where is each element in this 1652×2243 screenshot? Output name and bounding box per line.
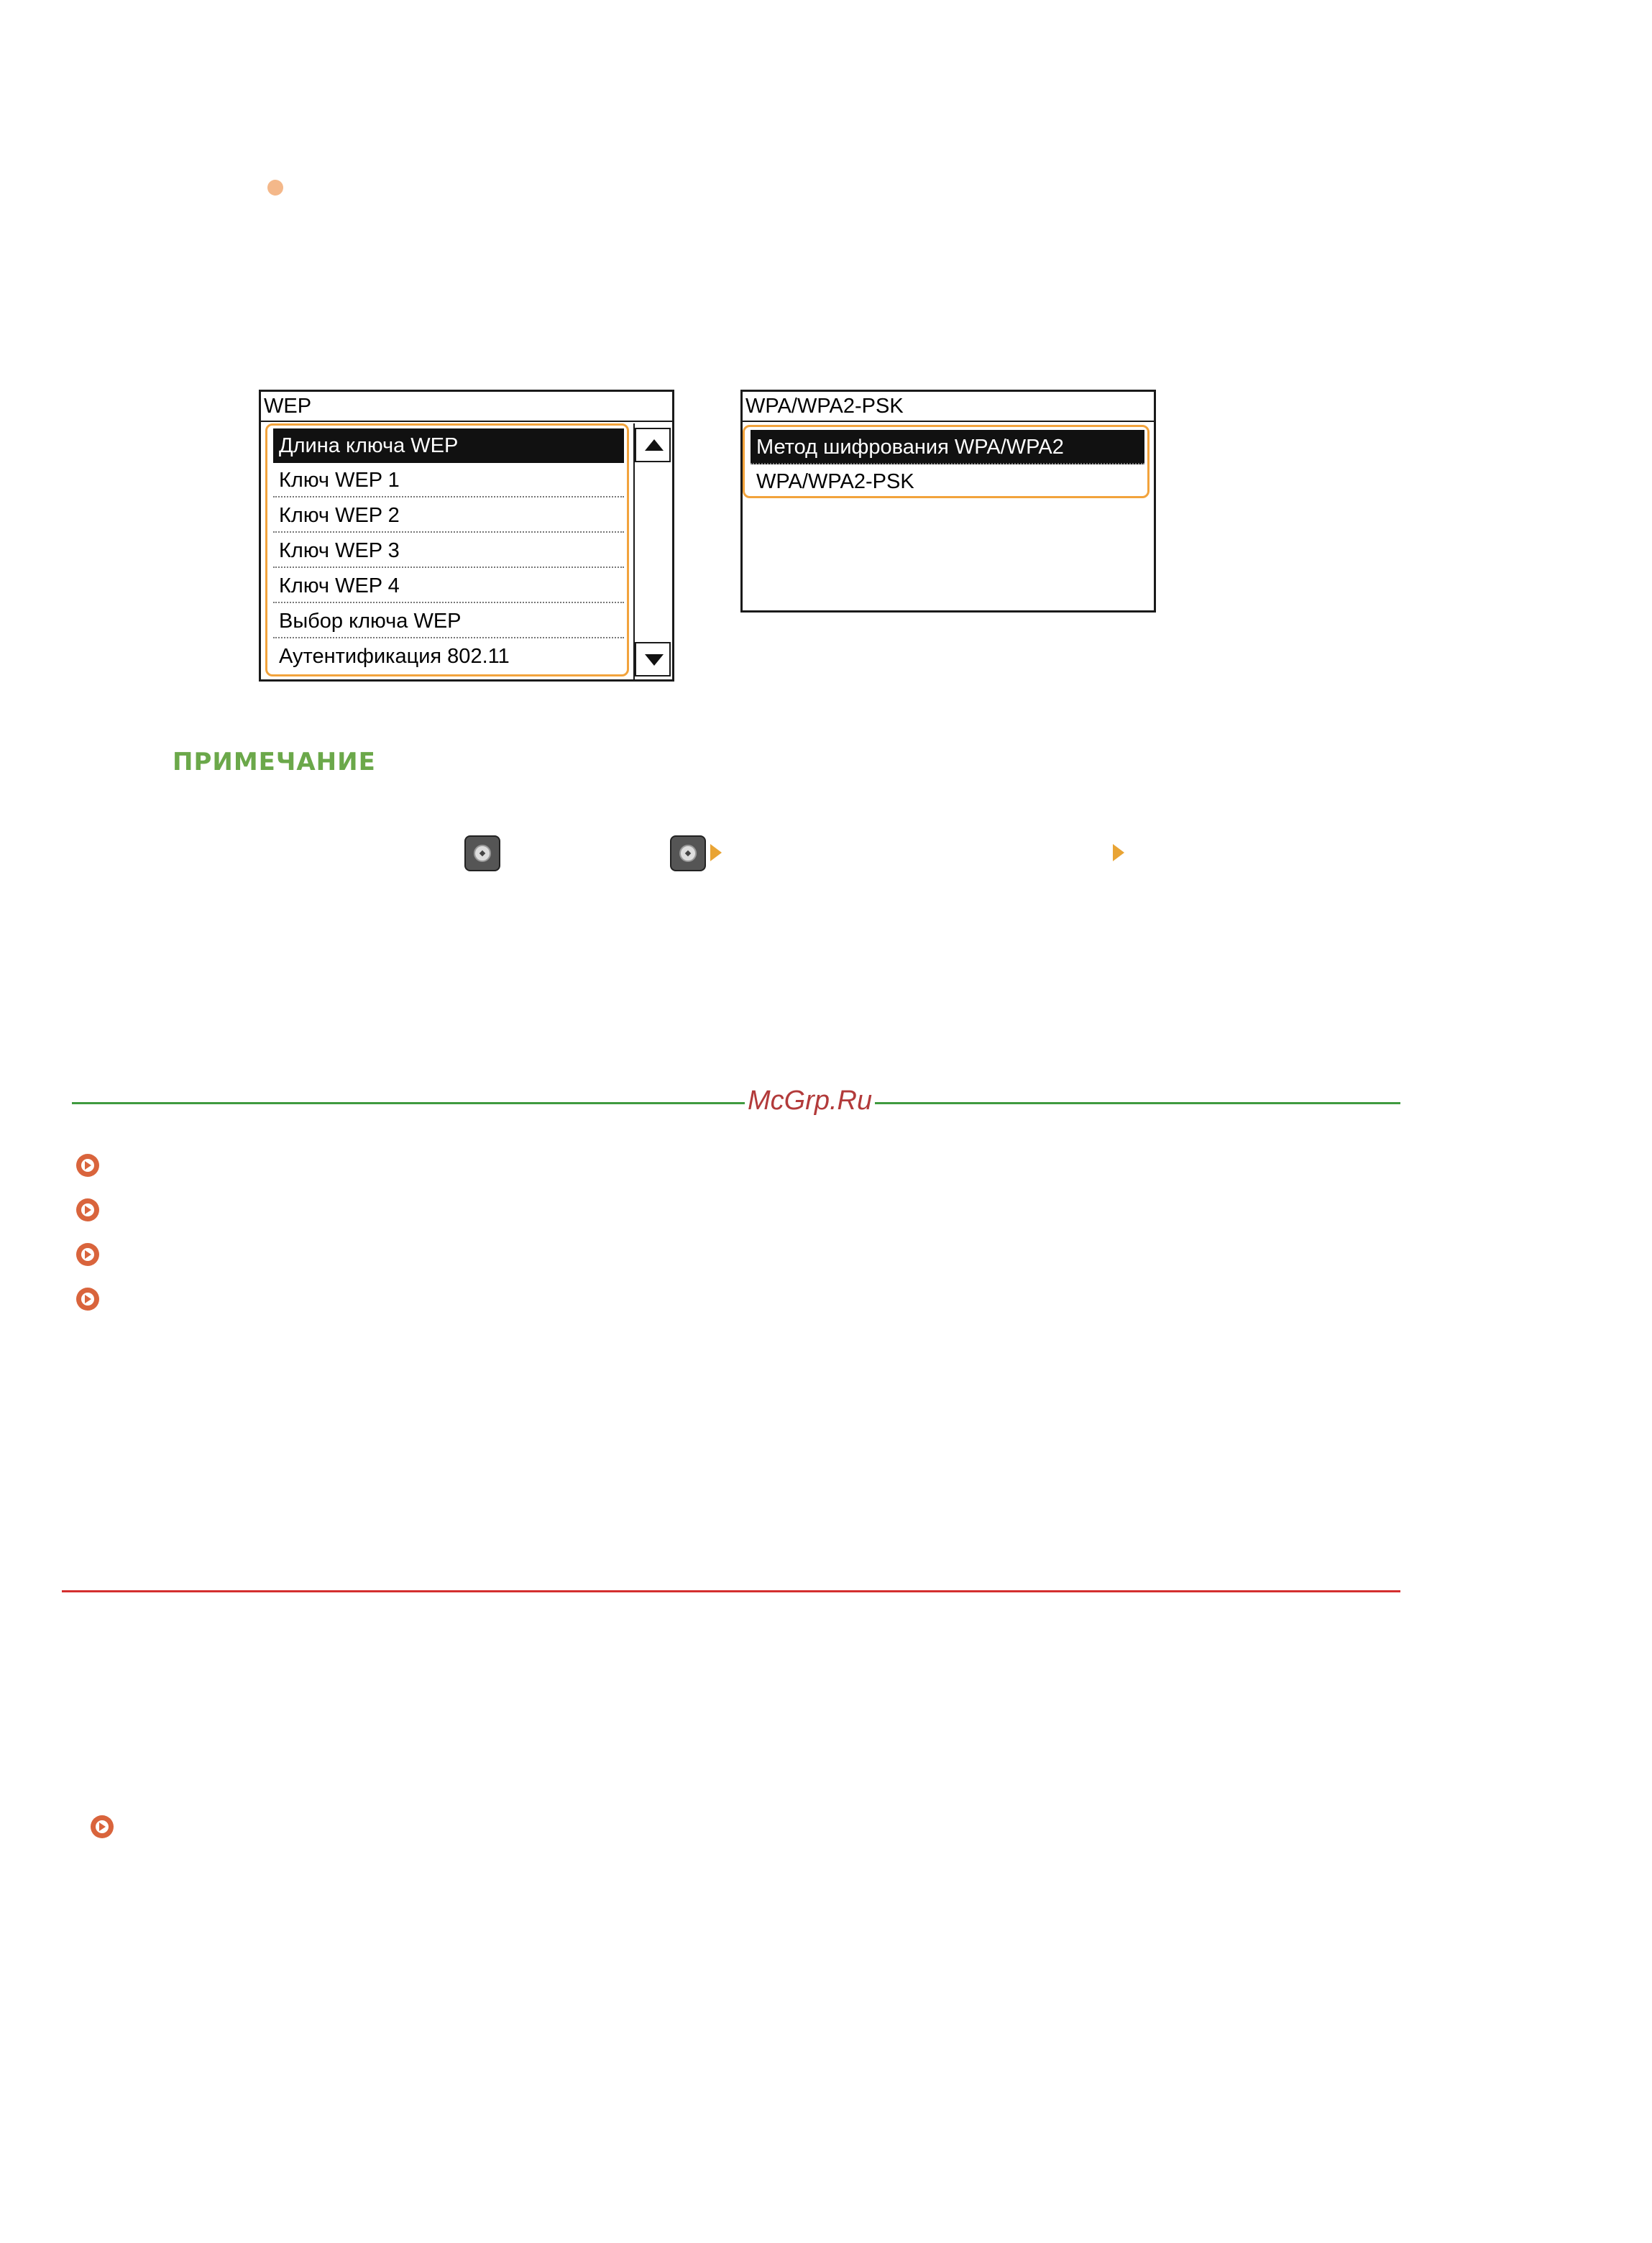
wep-menu-list [265,423,629,676]
wpa-screen-title: WPA/WPA2-PSK [745,395,904,418]
scroll-down-button[interactable] [635,642,671,676]
wep-menu-item[interactable]: Ключ WEP 4 [273,569,624,603]
wpa-menu-list [743,425,1149,498]
link-icon[interactable] [76,1198,99,1221]
arrow-right-icon [710,844,722,861]
section-divider [72,1102,1400,1104]
scroll-up-button[interactable] [635,428,671,462]
arrow-right-icon [1113,844,1124,861]
wep-menu-item[interactable]: Выбор ключа WEP [273,604,624,638]
wep-screen-title: WEP [264,395,312,418]
wep-menu-item[interactable]: Ключ WEP 1 [273,463,624,497]
wep-menu-item[interactable]: Ключ WEP 3 [273,533,624,568]
link-icon[interactable] [76,1243,99,1266]
page-divider [62,1590,1400,1592]
wpa-menu-item[interactable]: Метод шифрования WPA/WPA2 [751,430,1144,464]
triangle-up-icon [645,439,664,451]
wep-menu-item[interactable]: Аутентификация 802.11 [279,645,510,668]
bullet-dot [267,180,283,196]
screen-title-divider [261,421,672,422]
wep-menu-item[interactable]: Длина ключа WEP [273,428,624,463]
note-heading: ПРИМЕЧАНИЕ [173,748,376,776]
wep-menu-item[interactable]: Ключ WEP 2 [273,498,624,533]
watermark: McGrp.Ru [745,1086,875,1116]
menu-key-icon [670,835,706,871]
wep-screen [259,390,674,682]
triangle-down-icon [645,654,664,666]
link-icon[interactable] [76,1288,99,1311]
screen-title-divider [743,421,1154,422]
wpa-menu-item[interactable]: WPA/WPA2-PSK [756,470,914,493]
link-icon[interactable] [76,1154,99,1177]
menu-key-icon [464,835,500,871]
link-icon[interactable] [91,1815,114,1838]
wpa-screen [740,390,1156,613]
